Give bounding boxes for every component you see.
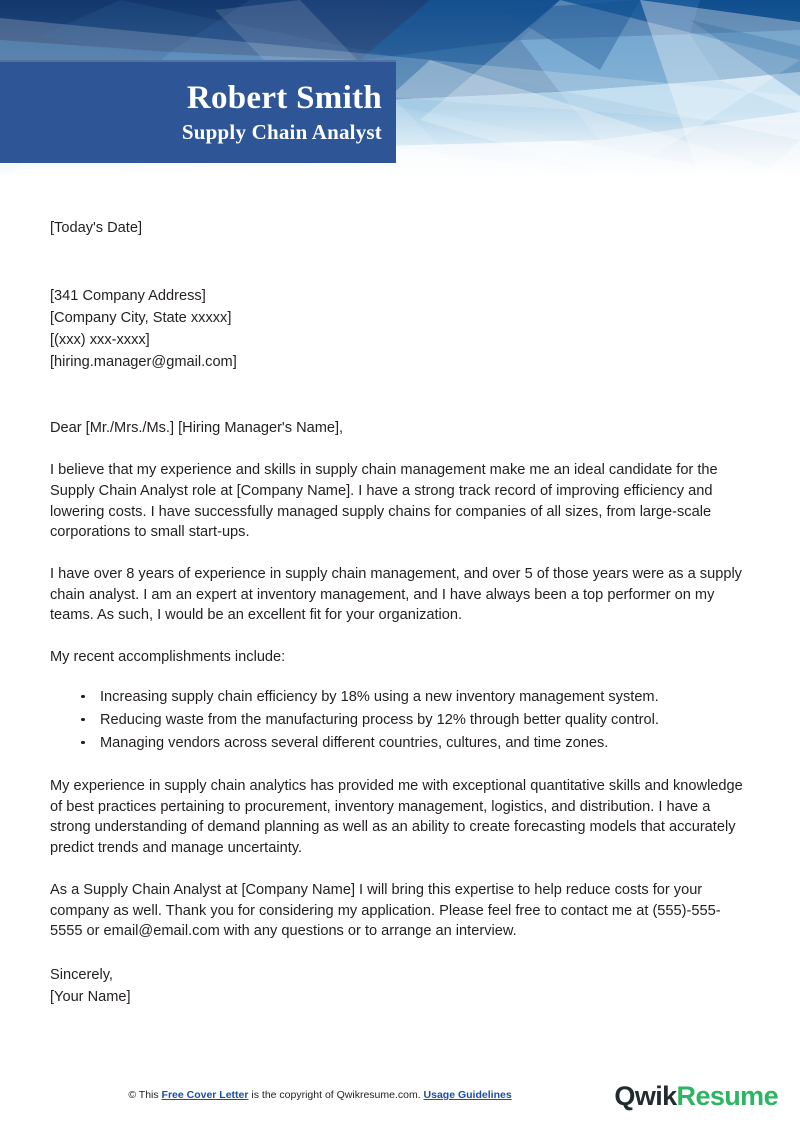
- document-header: [0, 0, 800, 178]
- free-cover-letter-link[interactable]: Free Cover Letter: [161, 1089, 249, 1101]
- recipient-phone: [(xxx) xxx-xxxx]: [50, 332, 150, 349]
- document-footer: [0, 1069, 800, 1131]
- sign-off: Sincerely,: [50, 967, 113, 984]
- list-item: Reducing waste from the manufacturing process by 12% through better quality control.: [100, 709, 750, 732]
- logo-text-resume: Resume: [676, 1081, 778, 1111]
- recipient-street: [341 Company Address]: [50, 287, 206, 304]
- qwikresume-logo[interactable]: [614, 1083, 778, 1110]
- recipient-email: [hiring.manager@gmail.com]: [50, 354, 237, 371]
- accomplishments-list: [50, 686, 750, 755]
- copyright-middle: is the copyright of Qwikresume.com.: [248, 1089, 424, 1101]
- applicant-name: Robert Smith: [186, 79, 382, 116]
- accomplishments-intro: My recent accomplishments include:: [50, 649, 286, 666]
- salutation: Dear [Mr./Mrs./Ms.] [Hiring Manager's Name],: [50, 420, 344, 437]
- cover-letter-body: [0, 178, 800, 1008]
- applicant-job-title: Supply Chain Analyst: [181, 119, 382, 144]
- paragraph-closing: As a Supply Chain Analyst at [Company Name] I will bring this expertise to help reduce costs for your company as well. Thank you for considering my application. Please feel free to contact me at (555)-555-5555 or email@email.com with any questions or to arrange an interview.: [50, 881, 721, 940]
- recipient-address-block: [50, 285, 750, 374]
- list-item: Increasing supply chain efficiency by 18% using a new inventory management system.: [100, 686, 750, 709]
- date-line: [Today's Date]: [50, 220, 143, 236]
- signature-name: [Your Name]: [50, 989, 131, 1006]
- sign-off-block: [50, 964, 750, 1008]
- usage-guidelines-link[interactable]: Usage Guidelines: [423, 1089, 512, 1101]
- copyright-prefix: © This: [128, 1089, 162, 1101]
- paragraph-experience: I have over 8 years of experience in supply chain management, and over 5 of those years were as a supply chain analyst. I am an expert at inventory management, and I have always been a top performer on my teams. As such, I would be an excellent fit for your organization.: [50, 566, 742, 624]
- logo-text-qwik: Qwik: [614, 1081, 677, 1111]
- copyright-note: [0, 1089, 640, 1101]
- name-banner: [0, 60, 396, 163]
- paragraph-intro: I believe that my experience and skills in supply chain management make me an ideal candidate for the Supply Chain Analyst role at [Company Name]. I have a strong track record of improving efficiency and lowering costs. I have successfully managed supply chains for companies of all sizes, from large-scale corporations to small start-ups.: [50, 462, 718, 541]
- list-item: Managing vendors across several different countries, cultures, and time zones.: [100, 732, 750, 755]
- recipient-city-state: [Company City, State xxxxx]: [50, 309, 232, 326]
- paragraph-analytics: My experience in supply chain analytics has provided me with exceptional quantitative skills and knowledge of best practices pertaining to procurement, inventory management, logistics, and distribution. I have a strong understanding of demand planning as well as an ability to create forecasting models that accurately predict trends and manage uncertainty.: [50, 778, 743, 857]
